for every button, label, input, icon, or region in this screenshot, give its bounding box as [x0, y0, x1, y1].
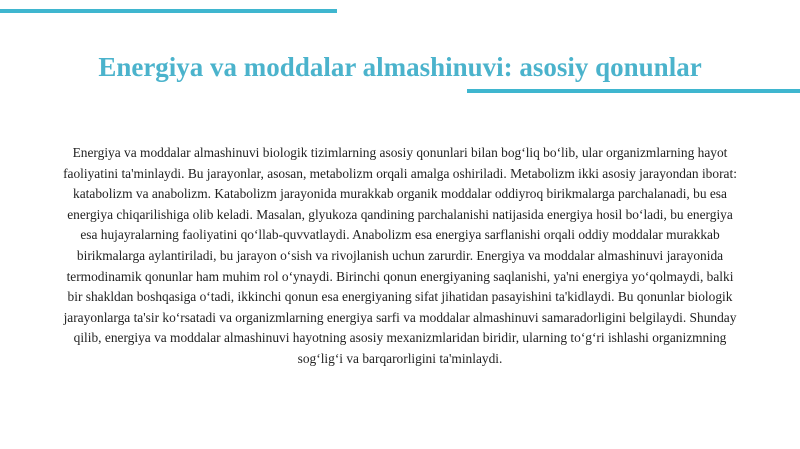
body-paragraph: Energiya va moddalar almashinuvi biologik tizimlarning asosiy qonunlari bilan bog‘liq bo‘lib, ular organizmlarning hayot faoliyatini ta'minlaydi. Bu jarayonlar, asosan, metabolizm orqali amalga oshiriladi. Metabolizm ikki asosiy jarayondan iborat: katabolizm va anabolizm. Katabolizm jarayonida murakkab organik moddalar oddiyroq birikmalarga parchalanadi, bu esa energiya chiqarilishiga olib keladi. Masalan, glyukoza qandining parchalanishi natijasida energiya hosil bo‘ladi, bu energiya esa hujayralarning faoliyatini qo‘llab-quvvatlaydi. Anabolizm esa energiya sarflanishi orqali oddiy moddalar murakkab birikmalarga aylantiriladi, bu jarayon o‘sish va rivojlanish uchun zarurdir. Energiya va moddalar almashinuvi jarayonida termodinamik qonunlar ham muhim rol o‘ynaydi. Birinchi qonun energiyaning saqlanishi, ya'ni energiya yo‘qolmaydi, balki bir shakldan boshqasiga o‘tadi, ikkinchi qonun esa energiyaning sifat jihatidan pasayishini ta'kidlaydi. Bu qonunlar biologik jarayonlarga ta'sir ko‘rsatadi va organizmlarning energiya sarfi va moddalar almashinuvi samaradorligini belgilaydi. Shunday qilib, energiya va moddalar almashinuvi hayotning asosiy mexanizmlaridan biridir, ularning to‘g‘ri ishlashi organizmning sog‘lig‘i va barqarorligini ta'minlaydi.: [63, 145, 737, 366]
title-underline-accent-bar: [467, 89, 800, 93]
slide-title: Energiya va moddalar almashinuvi: asosiy qonunlar: [98, 52, 702, 82]
top-left-accent-bar: [0, 9, 337, 13]
